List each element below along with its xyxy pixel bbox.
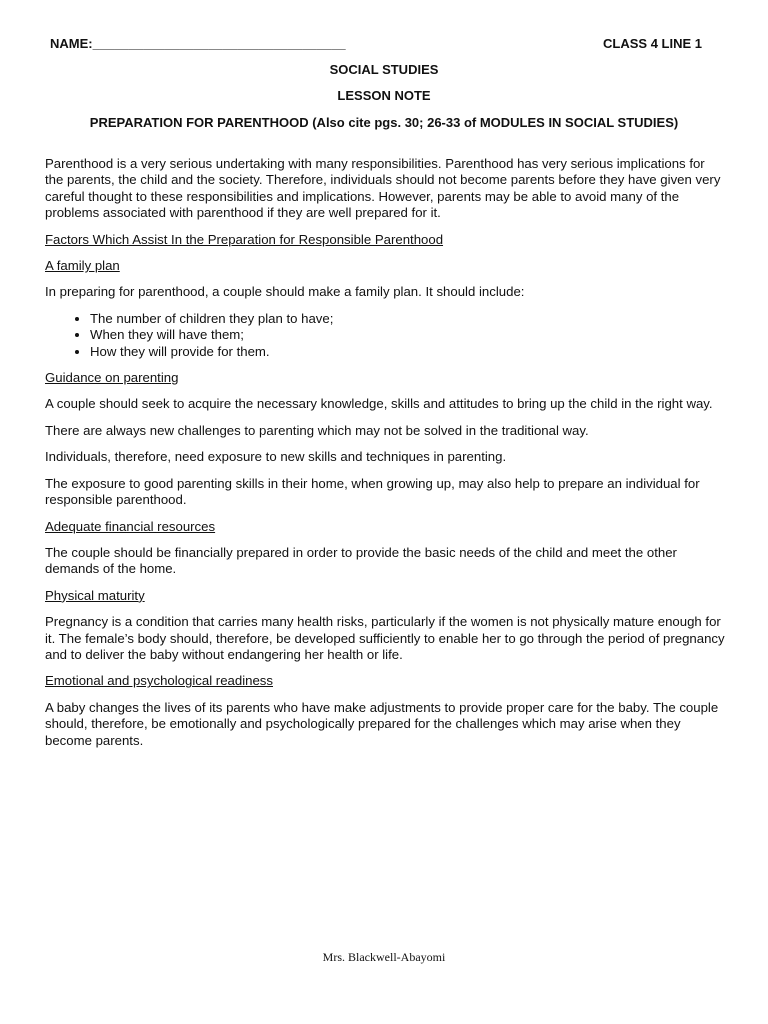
lesson-body [45, 156, 725, 759]
class-label: CLASS 4 LINE 1 [603, 36, 702, 51]
lesson-title: PREPARATION FOR PARENTHOOD (Also cite pgs. 30; 26-33 of MODULES IN SOCIAL STUDIES) [89, 115, 679, 130]
author-footer: Mrs. Blackwell-Abayomi [322, 950, 446, 964]
doc-type-heading: LESSON NOTE [337, 88, 431, 103]
family-plan-text: In preparing for parenthood, a couple should make a family plan. It should include: [45, 284, 525, 300]
family-plan-list [45, 311, 725, 360]
name-field-label: NAME:___________________________________ [50, 36, 346, 51]
family-plan-heading: A family plan [45, 258, 120, 274]
financial-paragraph: The couple should be financially prepared in order to provide the basic needs of the child and meet the other demands of the home. [45, 544, 677, 577]
list-item: • How they will provide for them. [90, 344, 725, 360]
list-item: • When they will have them; [90, 327, 725, 343]
guidance-paragraph-4: The exposure to good parenting skills in their home, when growing up, may also help to prepare an individual for responsible parenthood. [45, 475, 700, 508]
financial-heading: Adequate financial resources [45, 518, 216, 534]
guidance-paragraph-1: A couple should seek to acquire the necessary knowledge, skills and attitudes to bring up the child in the right way. [45, 396, 713, 412]
factors-heading: Factors Which Assist In the Preparation for Responsible Parenthood [45, 231, 444, 247]
list-item: • The number of children they plan to have; [90, 311, 725, 327]
guidance-paragraph-2: There are always new challenges to parenting which may not be solved in the traditional way. [45, 422, 589, 438]
emotional-paragraph: A baby changes the lives of its parents who have make adjustments to provide proper care for the baby. The couple should, therefore, be emotionally and psychologically prepared for the challenges which may arise when they become parents. [45, 699, 719, 748]
physical-heading: Physical maturity [45, 587, 145, 603]
guidance-paragraph-3: Individuals, therefore, need exposure to new skills and techniques in parenting. [45, 449, 507, 465]
guidance-heading: Guidance on parenting [45, 370, 179, 386]
physical-paragraph: Pregnancy is a condition that carries many health risks, particularly if the women is not physically mature enough for it. The female’s body should, therefore, be developed sufficiently to enable her to go through the period of pregnancy and to deliver the baby without endangering her health or life. [45, 614, 725, 662]
subject-heading: SOCIAL STUDIES [329, 62, 439, 77]
intro-paragraph: Parenthood is a very serious undertaking with many responsibilities. Parenthood has very serious implications for the parents, the child and the society. Therefore, individuals should not become parents before they have given very careful thought to these responsibilities and implications. However, parents may be able to avoid many of the problems associated with parenthood if they are well prepared for it. [45, 156, 721, 221]
emotional-heading: Emotional and psychological readiness [45, 673, 273, 689]
